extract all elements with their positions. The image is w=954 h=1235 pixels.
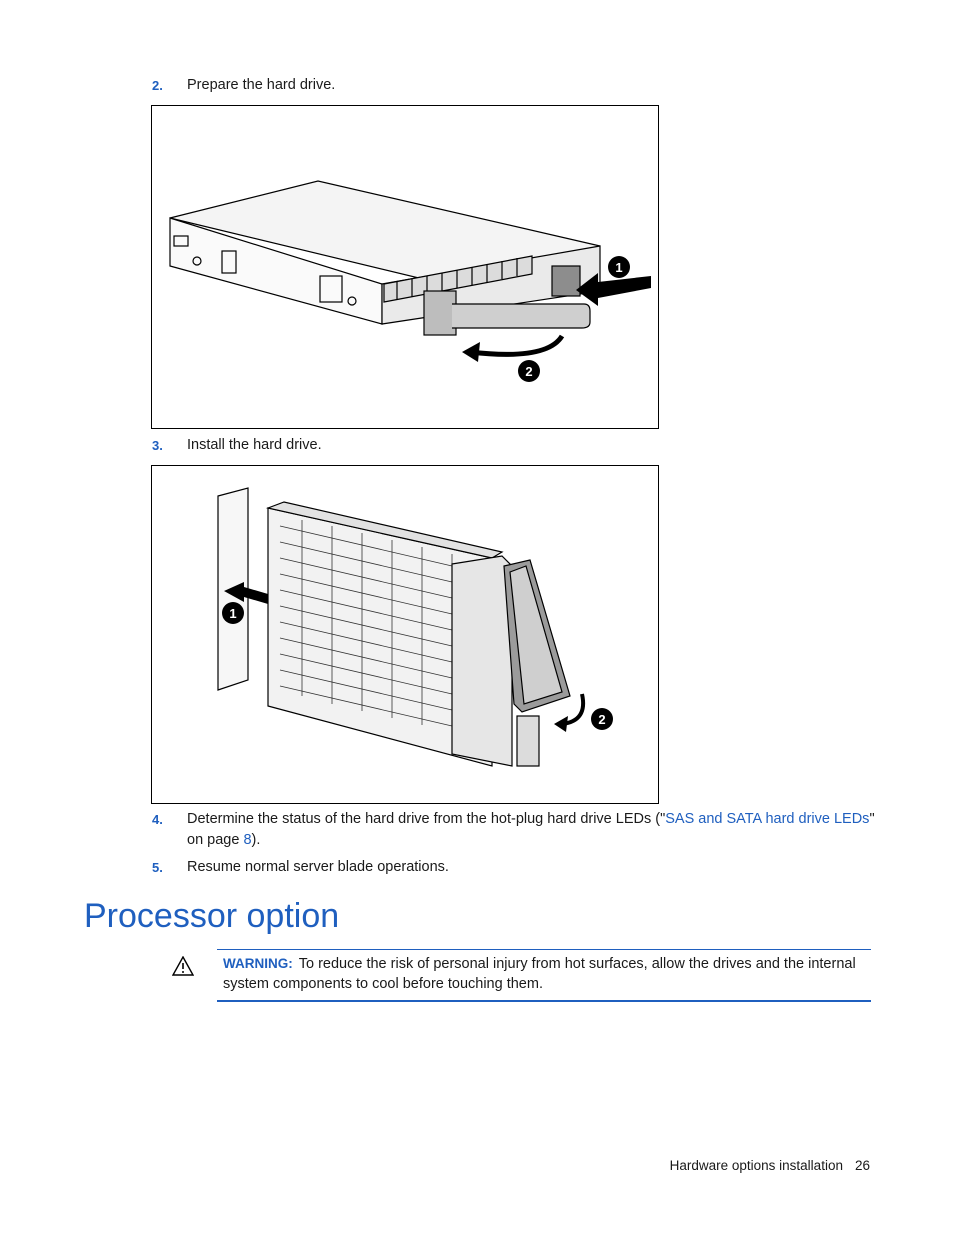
step-text: Install the hard drive. xyxy=(187,437,322,453)
step-number: 3. xyxy=(152,438,163,453)
callout-label: 1 xyxy=(615,260,623,275)
prepare-drive-figure xyxy=(151,105,659,429)
footer-section-title: Hardware options installation xyxy=(669,1158,843,1173)
step-text-part: " on page xyxy=(187,811,875,848)
step-text-part: Determine the status of the hard drive from the hot-plug hard drive LEDs (" xyxy=(187,811,666,827)
install-drive-figure xyxy=(151,465,659,804)
callout-label: 2 xyxy=(525,364,533,379)
hard-drive-install-illustration xyxy=(152,466,658,803)
step-number: 2. xyxy=(152,78,163,93)
callout-label: 1 xyxy=(229,606,237,621)
warning-body: To reduce the risk of personal injury from hot surfaces, allow the drives and the internal system components to cool before touching them. xyxy=(223,956,856,992)
step-text: Resume normal server blade operations. xyxy=(187,859,449,875)
step-number: 5. xyxy=(152,860,163,875)
section-heading: Processor option xyxy=(84,897,340,935)
hard-drive-carrier-illustration xyxy=(152,106,658,428)
step-text-part: ). xyxy=(251,832,261,848)
warning-triangle-icon xyxy=(172,956,194,976)
warning-top-rule xyxy=(217,949,871,950)
callout-label: 2 xyxy=(598,712,606,727)
warning-bottom-rule xyxy=(217,1000,871,1002)
step-text: Prepare the hard drive. xyxy=(187,77,336,93)
warning-text xyxy=(223,954,863,994)
step-text xyxy=(187,809,877,851)
footer-page-number: 26 xyxy=(854,1158,870,1173)
warning-label: WARNING: xyxy=(223,956,293,971)
page-footer xyxy=(670,1158,870,1173)
page-link[interactable]: 8 xyxy=(243,832,252,848)
step-number: 4. xyxy=(152,812,163,827)
leds-section-link[interactable]: SAS and SATA hard drive LEDs xyxy=(665,811,870,827)
